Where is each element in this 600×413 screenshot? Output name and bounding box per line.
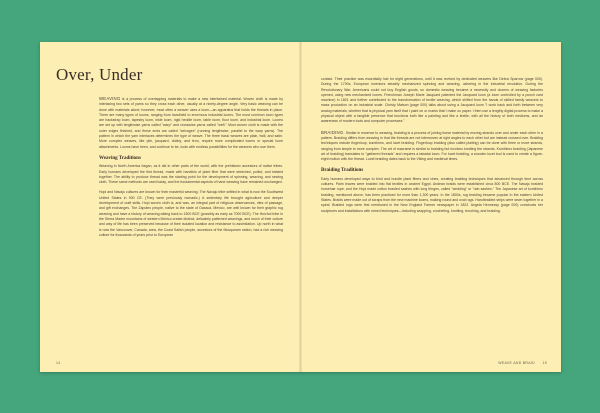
intro-lead: WEAVING xyxy=(99,96,121,101)
book-spread xyxy=(40,42,561,372)
section-heading-braiding-traditions: Braiding Traditions xyxy=(321,168,364,174)
body-paragraph: Weaving in North America began, as it did in other parts of the world, with the prehistoric ancestors of native tribes. Early humans developed the first thread, made with handfuls of plant fiber that were stretched, pulled, and twisted together. The ability to produce thread was the starting point for the development of spinning, weaving, and sewing cloth. These same methods are used today, and the fundamental aspects of hand weaving have remained unchanged. xyxy=(99,164,283,185)
body-paragraph: Hopi and Navajo cultures are known for their masterful weaving. The Navajo tribe settled in what is now the Southwest United States in 900 CE. (They were previously nomadic.) A sedentary life brought agriculture and deeper development of craft skills. Hopi woven cloth is, and was, an integral part of religious observances, rites of passage, and gift exchanges. The Zapotec people, native to the state of Oaxaca, Mexico, are well known for their graphic rug weaving and have a history of weaving dating back to 1500 BCE (possibly as early as 7000 BCE). The Huichol tribe in the Sierra Madre mountains of western Mexico create distinct, delicately patterned weavings, and much of their culture and way of life has been preserved because of their isolated location and resistance to assimilation. Up north in what is now the Vancouver, Canada, area, the Coast Salish people, ancestors of the Musqueam nation, had a rich weaving culture for thousands of years prior to European xyxy=(99,190,283,237)
left-page xyxy=(40,42,300,372)
body-paragraph: contact. Their practice was essentially lost for eight generations, until it was revived by dedicated weavers like Debra Sparrow (page 000). During the 1700s, European inventors steadily mechanized spinning and weaving, ushering in the industrial revolution. During the Revolutionary War, Americans could not buy English goods, so domestic weaving became a necessity and dozens of weaving factories opened, using new mechanized looms. Frenchman Joseph Marie Jacquard patented the Jacquard loom (a loom controlled by a punch card machine) in 1801 and further contributed to the transformation of textile weaving, which shifted from the hands of skilled family weavers to mass production on an industrial scale. Christy Matson (page 000) talks about using a Jacquard loom "I work back and forth between very analog materials, whether that is physical yarn itself that I paint on or marks that I make on paper. I then use a lengthy digital process to make a physical object with a tangible presence that functions both like a painting and like a textile, with all the history of both mediums, and an awareness of modern tools and computer processes." xyxy=(321,77,543,124)
section-heading-weaving-traditions: Weaving Traditions xyxy=(99,155,141,161)
body-paragraph: Early humans developed ways to bind and bundle plant fibers and vines, creating braiding techniques that advanced through time across cultures. Palm leaves were braided into flat textiles in ancient Egypt. Andean braids were established circa 800 BCE. The Navajo braided horsehair rope, and the Hopi made cotton braided sashes with long fringes, called "wedding" or "rain sashes." The Japanese art of kumihimo braiding, mentioned above, has been practiced for more than 1,300 years. In the 1800s, rug braiding became popular in the eastern United States. Braids were made out of scraps from the new machine looms, making round and oval rugs. Handbraided strips were sewn together in a spiral. Braided rugs were first mentioned in the New England Farmer newspaper in 1822. Angela Hennessy (page 000) constructs her sculptures and installations with mixed techniques—including wrapping, crocheting, knotting, brushing, and braiding. xyxy=(321,176,543,213)
left-text-column xyxy=(99,96,283,243)
right-page-number: 15 xyxy=(542,361,547,365)
braiding-lead: BRAIDING. xyxy=(321,129,345,135)
left-page-number: 14 xyxy=(56,361,61,365)
right-text-column xyxy=(321,77,543,219)
intro-paragraph xyxy=(99,96,283,150)
chapter-title: Over, Under xyxy=(56,65,143,84)
braiding-paragraph xyxy=(321,130,543,163)
intro-text: is a process of overlapping materials to make a new intertwined material. Woven cloth is made by interlacing two sets of yarns so they cross each other, usually at a ninety-degree angle. Very basic weaving can be done with materials alone; however, most often a weaver uses a loom—an apparatus that holds the threads in place. There are many types of looms, ranging from handheld to enormous industrial looms. The most common loom types are backstrap loom, tapestry loom, inkle loom, rigid heddle loom, table loom, floor loom, and industrial loom. Looms are set up with lengthwise yarns called "warp" and crosswise yarns called "weft." Most woven cloth is made with the outer edges finished, and these ends are called "selvages" (running lengthwise, parallel to the warp yarns). The pattern in which the yarn interlaces determines the type of weave. The three basic weaves are plain, twill, and satin. More complex weaves, like pile, jacquard, dobby, and leno, require more complicated looms or special loom attachments. Looms have been, and continue to be, tools with endless possibilities for the weavers who use them. xyxy=(99,97,283,149)
braiding-text: Similar in essence to weaving, braiding is a process of joining linear material by moving strands over and under each other in a pattern. Braiding differs from weaving in that the threads are not interwoven at right angles to each other but are instead crossed over. Braiding techniques include fingerloop, kumihimo, and lucet braiding. Fingerloop braiding (also called plaiting) can be done with three or more strands, ranging from simple to more complex. The art of macramé is similar to braiding but involves knotting the strands. Kumihimo braiding (Japanese art of braiding) translates to "gathered threads" and requires a takadai loom. For lucet braiding, a wooden lucet tool is used to create a figure-eight motion with the thread. Lucet braiding dates back to the Viking and medieval times. xyxy=(321,130,543,162)
right-page xyxy=(301,42,561,372)
running-head: WEAVE AND BRAID xyxy=(498,361,535,365)
